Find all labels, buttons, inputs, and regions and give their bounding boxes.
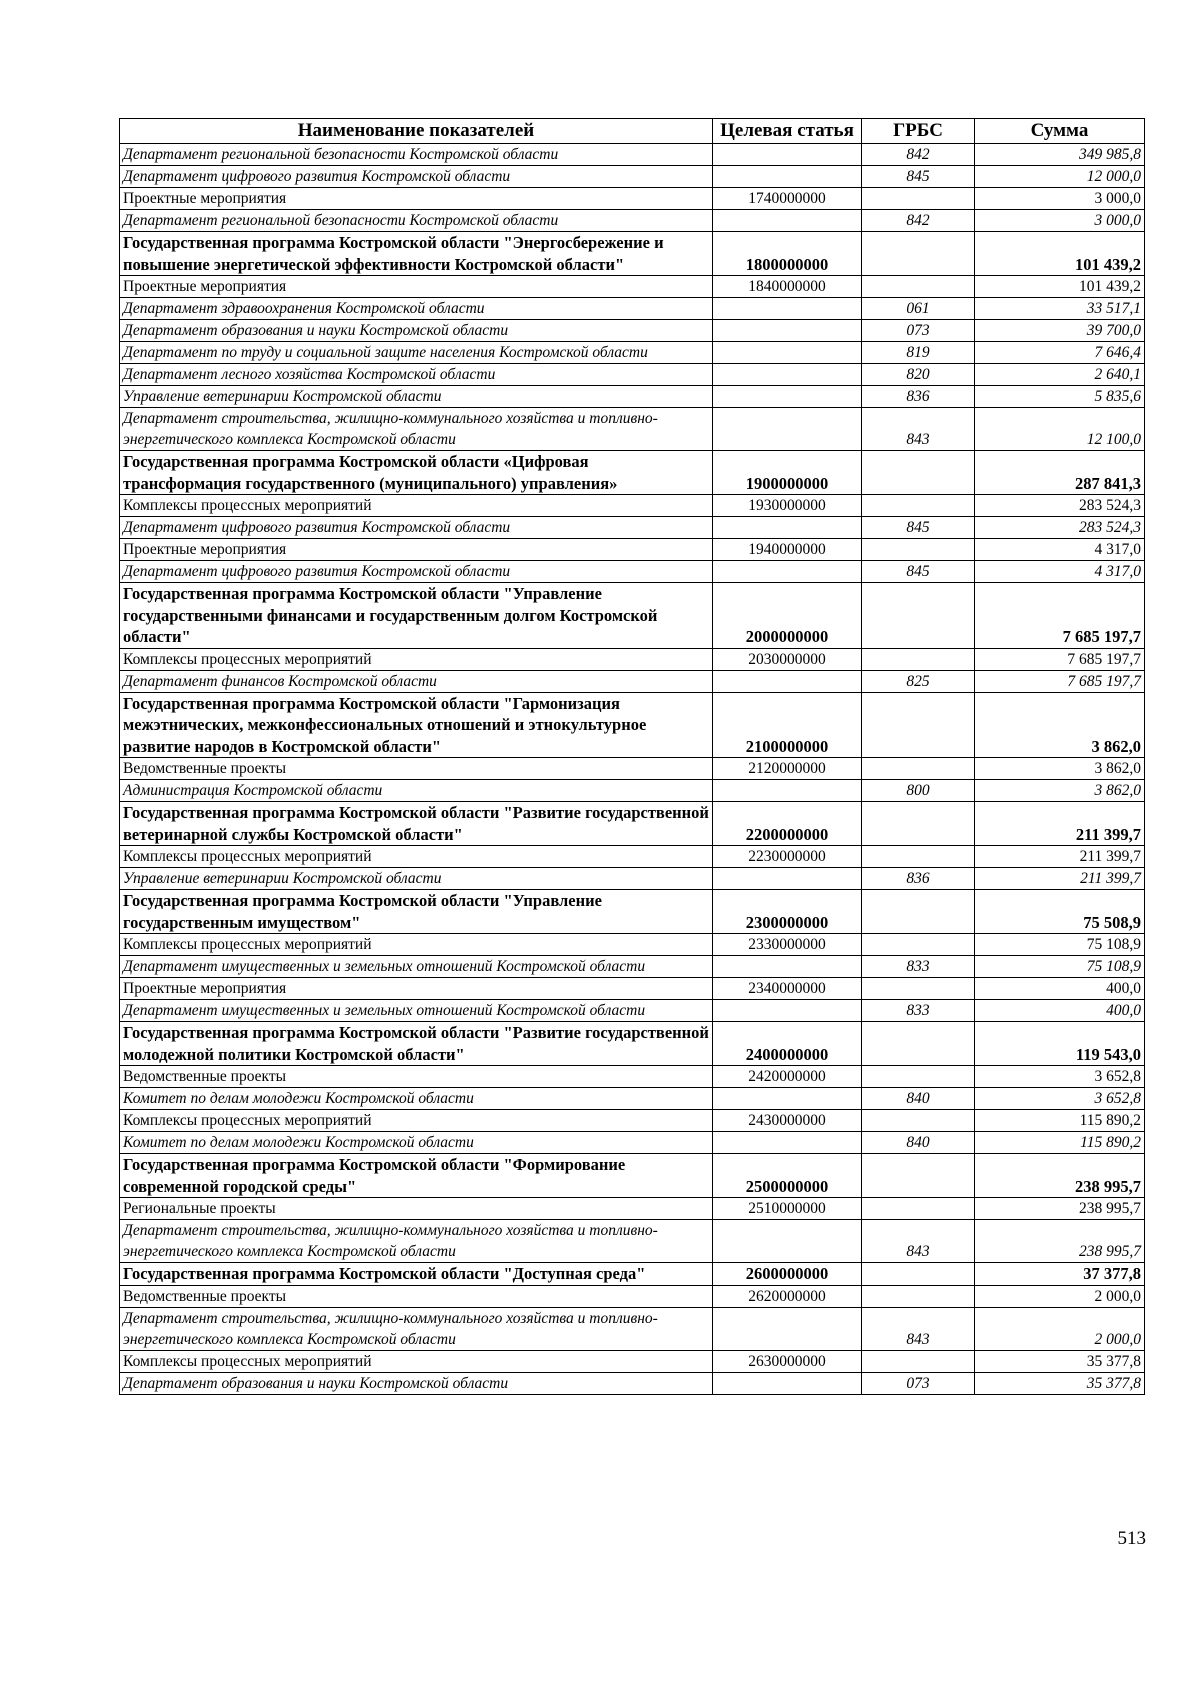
header-grbs: ГРБС xyxy=(862,119,975,144)
cell-sum: 75 108,9 xyxy=(975,956,1145,978)
header-name: Наименование показателей xyxy=(120,119,713,144)
cell-grbs xyxy=(862,583,975,649)
cell-grbs: 825 xyxy=(862,670,975,692)
cell-name: Проектные мероприятия xyxy=(120,978,713,1000)
table-row xyxy=(120,144,1145,166)
cell-grbs xyxy=(862,1066,975,1088)
cell-grbs: 073 xyxy=(862,1372,975,1394)
cell-grbs xyxy=(862,978,975,1000)
cell-name: Комплексы процессных мероприятий xyxy=(120,846,713,868)
cell-target: 1740000000 xyxy=(713,188,862,210)
table-row xyxy=(120,846,1145,868)
cell-grbs: 843 xyxy=(862,1307,975,1350)
cell-name: Комплексы процессных мероприятий xyxy=(120,1350,713,1372)
cell-target: 1840000000 xyxy=(713,276,862,298)
table-row xyxy=(120,364,1145,386)
cell-sum: 3 652,8 xyxy=(975,1066,1145,1088)
cell-name: Государственная программа Костромской области «Цифровая трансформация государственного (муниципального) управления» xyxy=(120,451,713,495)
cell-name: Государственная программа Костромской области "Развитие государственной ветеринарной службы Костромской области" xyxy=(120,802,713,846)
table-row xyxy=(120,670,1145,692)
cell-grbs xyxy=(862,495,975,517)
cell-sum: 75 108,9 xyxy=(975,934,1145,956)
cell-target: 2630000000 xyxy=(713,1350,862,1372)
cell-name: Департамент региональной безопасности Костромской области xyxy=(120,210,713,232)
cell-target: 2510000000 xyxy=(713,1198,862,1220)
cell-name: Государственная программа Костромской области "Развитие государственной молодежной политики Костромской области" xyxy=(120,1022,713,1066)
table-row xyxy=(120,692,1145,758)
cell-grbs: 820 xyxy=(862,364,975,386)
cell-sum: 211 399,7 xyxy=(975,802,1145,846)
cell-grbs xyxy=(862,188,975,210)
cell-target xyxy=(713,780,862,802)
cell-name: Департамент образования и науки Костромской области xyxy=(120,1372,713,1394)
table-row xyxy=(120,517,1145,539)
table-row xyxy=(120,1263,1145,1286)
cell-grbs xyxy=(862,1263,975,1286)
table-row xyxy=(120,188,1145,210)
cell-target xyxy=(713,166,862,188)
cell-name: Управление ветеринарии Костромской области xyxy=(120,386,713,408)
cell-target: 2200000000 xyxy=(713,802,862,846)
cell-sum: 35 377,8 xyxy=(975,1350,1145,1372)
cell-name: Ведомственные проекты xyxy=(120,1066,713,1088)
cell-name: Департамент финансов Костромской области xyxy=(120,670,713,692)
cell-sum: 2 000,0 xyxy=(975,1285,1145,1307)
table-row xyxy=(120,298,1145,320)
cell-grbs: 836 xyxy=(862,386,975,408)
table-row xyxy=(120,1285,1145,1307)
table-body xyxy=(120,144,1145,1395)
cell-sum: 4 317,0 xyxy=(975,561,1145,583)
cell-grbs: 833 xyxy=(862,1000,975,1022)
table-row xyxy=(120,1022,1145,1066)
table-header xyxy=(120,119,1145,144)
cell-sum: 7 685 197,7 xyxy=(975,670,1145,692)
cell-target xyxy=(713,1220,862,1263)
table-row xyxy=(120,408,1145,451)
cell-name: Департамент региональной безопасности Костромской области xyxy=(120,144,713,166)
cell-sum: 12 000,0 xyxy=(975,166,1145,188)
cell-target xyxy=(713,298,862,320)
cell-grbs xyxy=(862,648,975,670)
cell-target: 2420000000 xyxy=(713,1066,862,1088)
cell-sum: 12 100,0 xyxy=(975,408,1145,451)
table-row xyxy=(120,802,1145,846)
cell-grbs: 800 xyxy=(862,780,975,802)
cell-name: Управление ветеринарии Костромской области xyxy=(120,868,713,890)
cell-sum: 283 524,3 xyxy=(975,517,1145,539)
cell-grbs xyxy=(862,1350,975,1372)
cell-target xyxy=(713,320,862,342)
cell-name: Департамент здравоохранения Костромской области xyxy=(120,298,713,320)
cell-grbs xyxy=(862,1285,975,1307)
cell-sum: 3 862,0 xyxy=(975,780,1145,802)
cell-name: Проектные мероприятия xyxy=(120,276,713,298)
cell-name: Государственная программа Костромской области "Энергосбережение и повышение энергетической эффективности Костромской области" xyxy=(120,232,713,276)
cell-target: 2620000000 xyxy=(713,1285,862,1307)
cell-name: Комплексы процессных мероприятий xyxy=(120,934,713,956)
table-row xyxy=(120,166,1145,188)
cell-sum: 287 841,3 xyxy=(975,451,1145,495)
cell-sum: 2 000,0 xyxy=(975,1307,1145,1350)
cell-target: 2230000000 xyxy=(713,846,862,868)
cell-sum: 349 985,8 xyxy=(975,144,1145,166)
cell-name: Департамент цифрового развития Костромской области xyxy=(120,517,713,539)
cell-name: Департамент по труду и социальной защите населения Костромской области xyxy=(120,342,713,364)
cell-sum: 211 399,7 xyxy=(975,846,1145,868)
cell-target: 2400000000 xyxy=(713,1022,862,1066)
cell-sum: 3 862,0 xyxy=(975,758,1145,780)
cell-sum: 238 995,7 xyxy=(975,1198,1145,1220)
cell-name: Администрация Костромской области xyxy=(120,780,713,802)
cell-grbs: 061 xyxy=(862,298,975,320)
cell-name: Проектные мероприятия xyxy=(120,188,713,210)
cell-name: Региональные проекты xyxy=(120,1198,713,1220)
cell-target: 2000000000 xyxy=(713,583,862,649)
cell-sum: 35 377,8 xyxy=(975,1372,1145,1394)
budget-table xyxy=(119,118,1145,1395)
table-row xyxy=(120,1110,1145,1132)
cell-grbs xyxy=(862,934,975,956)
cell-name: Департамент строительства, жилищно-коммунального хозяйства и топливно-энергетического комплекса Костромской области xyxy=(120,1307,713,1350)
cell-grbs xyxy=(862,758,975,780)
cell-sum: 238 995,7 xyxy=(975,1220,1145,1263)
cell-grbs: 836 xyxy=(862,868,975,890)
cell-sum: 33 517,1 xyxy=(975,298,1145,320)
cell-target xyxy=(713,1372,862,1394)
cell-sum: 7 646,4 xyxy=(975,342,1145,364)
table-row xyxy=(120,978,1145,1000)
cell-sum: 115 890,2 xyxy=(975,1110,1145,1132)
cell-target xyxy=(713,210,862,232)
cell-sum: 37 377,8 xyxy=(975,1263,1145,1286)
cell-sum: 3 862,0 xyxy=(975,692,1145,758)
table-row xyxy=(120,1154,1145,1198)
cell-sum: 283 524,3 xyxy=(975,495,1145,517)
cell-name: Комплексы процессных мероприятий xyxy=(120,648,713,670)
cell-sum: 3 000,0 xyxy=(975,188,1145,210)
table-row xyxy=(120,1000,1145,1022)
table-row xyxy=(120,320,1145,342)
cell-name: Государственная программа Костромской области "Управление государственным имуществом" xyxy=(120,890,713,934)
cell-target: 2600000000 xyxy=(713,1263,862,1286)
cell-grbs xyxy=(862,802,975,846)
cell-name: Департамент строительства, жилищно-коммунального хозяйства и топливно-энергетического комплекса Костромской области xyxy=(120,408,713,451)
cell-grbs xyxy=(862,890,975,934)
table-row xyxy=(120,890,1145,934)
cell-name: Ведомственные проекты xyxy=(120,1285,713,1307)
cell-target xyxy=(713,386,862,408)
table-row xyxy=(120,539,1145,561)
cell-target: 2330000000 xyxy=(713,934,862,956)
header-sum: Сумма xyxy=(975,119,1145,144)
cell-target xyxy=(713,144,862,166)
table-row xyxy=(120,1066,1145,1088)
cell-name: Департамент цифрового развития Костромской области xyxy=(120,561,713,583)
cell-sum: 400,0 xyxy=(975,1000,1145,1022)
cell-name: Ведомственные проекты xyxy=(120,758,713,780)
cell-sum: 211 399,7 xyxy=(975,868,1145,890)
table-row xyxy=(120,1372,1145,1394)
cell-sum: 238 995,7 xyxy=(975,1154,1145,1198)
cell-sum: 119 543,0 xyxy=(975,1022,1145,1066)
table-row xyxy=(120,1088,1145,1110)
cell-target: 2300000000 xyxy=(713,890,862,934)
cell-grbs: 845 xyxy=(862,166,975,188)
cell-grbs xyxy=(862,1110,975,1132)
table-row xyxy=(120,495,1145,517)
cell-sum: 115 890,2 xyxy=(975,1132,1145,1154)
table-row xyxy=(120,758,1145,780)
cell-sum: 75 508,9 xyxy=(975,890,1145,934)
table-row xyxy=(120,342,1145,364)
cell-grbs: 819 xyxy=(862,342,975,364)
cell-name: Государственная программа Костромской области "Гармонизация межэтнических, межконфессиональных отношений и этнокультурное развитие народов в Костромской области" xyxy=(120,692,713,758)
cell-target: 1930000000 xyxy=(713,495,862,517)
cell-grbs xyxy=(862,1022,975,1066)
table-row xyxy=(120,934,1145,956)
table-row xyxy=(120,1307,1145,1350)
cell-name: Комитет по делам молодежи Костромской области xyxy=(120,1132,713,1154)
cell-name: Департамент строительства, жилищно-коммунального хозяйства и топливно-энергетического комплекса Костромской области xyxy=(120,1220,713,1263)
cell-grbs: 842 xyxy=(862,210,975,232)
cell-sum: 7 685 197,7 xyxy=(975,583,1145,649)
cell-name: Государственная программа Костромской области "Доступная среда" xyxy=(120,1263,713,1286)
cell-name: Департамент имущественных и земельных отношений Костромской области xyxy=(120,1000,713,1022)
cell-target xyxy=(713,517,862,539)
cell-target xyxy=(713,868,862,890)
table-row xyxy=(120,1198,1145,1220)
cell-target: 1800000000 xyxy=(713,232,862,276)
cell-target xyxy=(713,670,862,692)
cell-grbs: 843 xyxy=(862,1220,975,1263)
cell-grbs: 073 xyxy=(862,320,975,342)
cell-name: Комплексы процессных мероприятий xyxy=(120,1110,713,1132)
table-row xyxy=(120,956,1145,978)
cell-grbs xyxy=(862,451,975,495)
cell-target: 1940000000 xyxy=(713,539,862,561)
cell-sum: 4 317,0 xyxy=(975,539,1145,561)
cell-target: 2430000000 xyxy=(713,1110,862,1132)
header-target: Целевая статья xyxy=(713,119,862,144)
cell-target: 1900000000 xyxy=(713,451,862,495)
cell-target xyxy=(713,1132,862,1154)
cell-grbs: 845 xyxy=(862,517,975,539)
table-row xyxy=(120,1350,1145,1372)
table-row xyxy=(120,648,1145,670)
cell-name: Государственная программа Костромской области "Управление государственными финансами и государственным долгом Костромской области" xyxy=(120,583,713,649)
cell-name: Департамент образования и науки Костромской области xyxy=(120,320,713,342)
cell-target xyxy=(713,364,862,386)
cell-sum: 3 652,8 xyxy=(975,1088,1145,1110)
table-row xyxy=(120,451,1145,495)
cell-target xyxy=(713,1307,862,1350)
cell-target xyxy=(713,408,862,451)
cell-sum: 7 685 197,7 xyxy=(975,648,1145,670)
cell-target: 2030000000 xyxy=(713,648,862,670)
cell-target xyxy=(713,1000,862,1022)
table-row xyxy=(120,232,1145,276)
page-number: 513 xyxy=(1117,1528,1146,1549)
cell-name: Комитет по делам молодежи Костромской области xyxy=(120,1088,713,1110)
cell-target: 2100000000 xyxy=(713,692,862,758)
cell-target xyxy=(713,956,862,978)
cell-grbs xyxy=(862,232,975,276)
cell-name: Комплексы процессных мероприятий xyxy=(120,495,713,517)
cell-target: 2500000000 xyxy=(713,1154,862,1198)
cell-target: 2120000000 xyxy=(713,758,862,780)
table-row xyxy=(120,561,1145,583)
cell-grbs: 845 xyxy=(862,561,975,583)
cell-grbs xyxy=(862,1198,975,1220)
cell-target xyxy=(713,561,862,583)
table-row xyxy=(120,868,1145,890)
cell-sum: 5 835,6 xyxy=(975,386,1145,408)
table-row xyxy=(120,386,1145,408)
cell-grbs xyxy=(862,539,975,561)
cell-target xyxy=(713,342,862,364)
cell-grbs: 843 xyxy=(862,408,975,451)
cell-grbs: 840 xyxy=(862,1088,975,1110)
table-row xyxy=(120,276,1145,298)
table-row xyxy=(120,1132,1145,1154)
cell-grbs xyxy=(862,846,975,868)
cell-sum: 3 000,0 xyxy=(975,210,1145,232)
cell-name: Государственная программа Костромской области "Формирование современной городской среды" xyxy=(120,1154,713,1198)
table-row xyxy=(120,583,1145,649)
table-row xyxy=(120,1220,1145,1263)
cell-sum: 39 700,0 xyxy=(975,320,1145,342)
cell-target: 2340000000 xyxy=(713,978,862,1000)
table-row xyxy=(120,780,1145,802)
cell-sum: 101 439,2 xyxy=(975,276,1145,298)
cell-sum: 101 439,2 xyxy=(975,232,1145,276)
cell-grbs: 840 xyxy=(862,1132,975,1154)
cell-name: Проектные мероприятия xyxy=(120,539,713,561)
cell-name: Департамент цифрового развития Костромской области xyxy=(120,166,713,188)
cell-grbs xyxy=(862,692,975,758)
cell-grbs xyxy=(862,1154,975,1198)
cell-grbs: 842 xyxy=(862,144,975,166)
cell-sum: 400,0 xyxy=(975,978,1145,1000)
table-row xyxy=(120,210,1145,232)
cell-target xyxy=(713,1088,862,1110)
cell-name: Департамент имущественных и земельных отношений Костромской области xyxy=(120,956,713,978)
cell-sum: 2 640,1 xyxy=(975,364,1145,386)
cell-name: Департамент лесного хозяйства Костромской области xyxy=(120,364,713,386)
cell-grbs xyxy=(862,276,975,298)
cell-grbs: 833 xyxy=(862,956,975,978)
